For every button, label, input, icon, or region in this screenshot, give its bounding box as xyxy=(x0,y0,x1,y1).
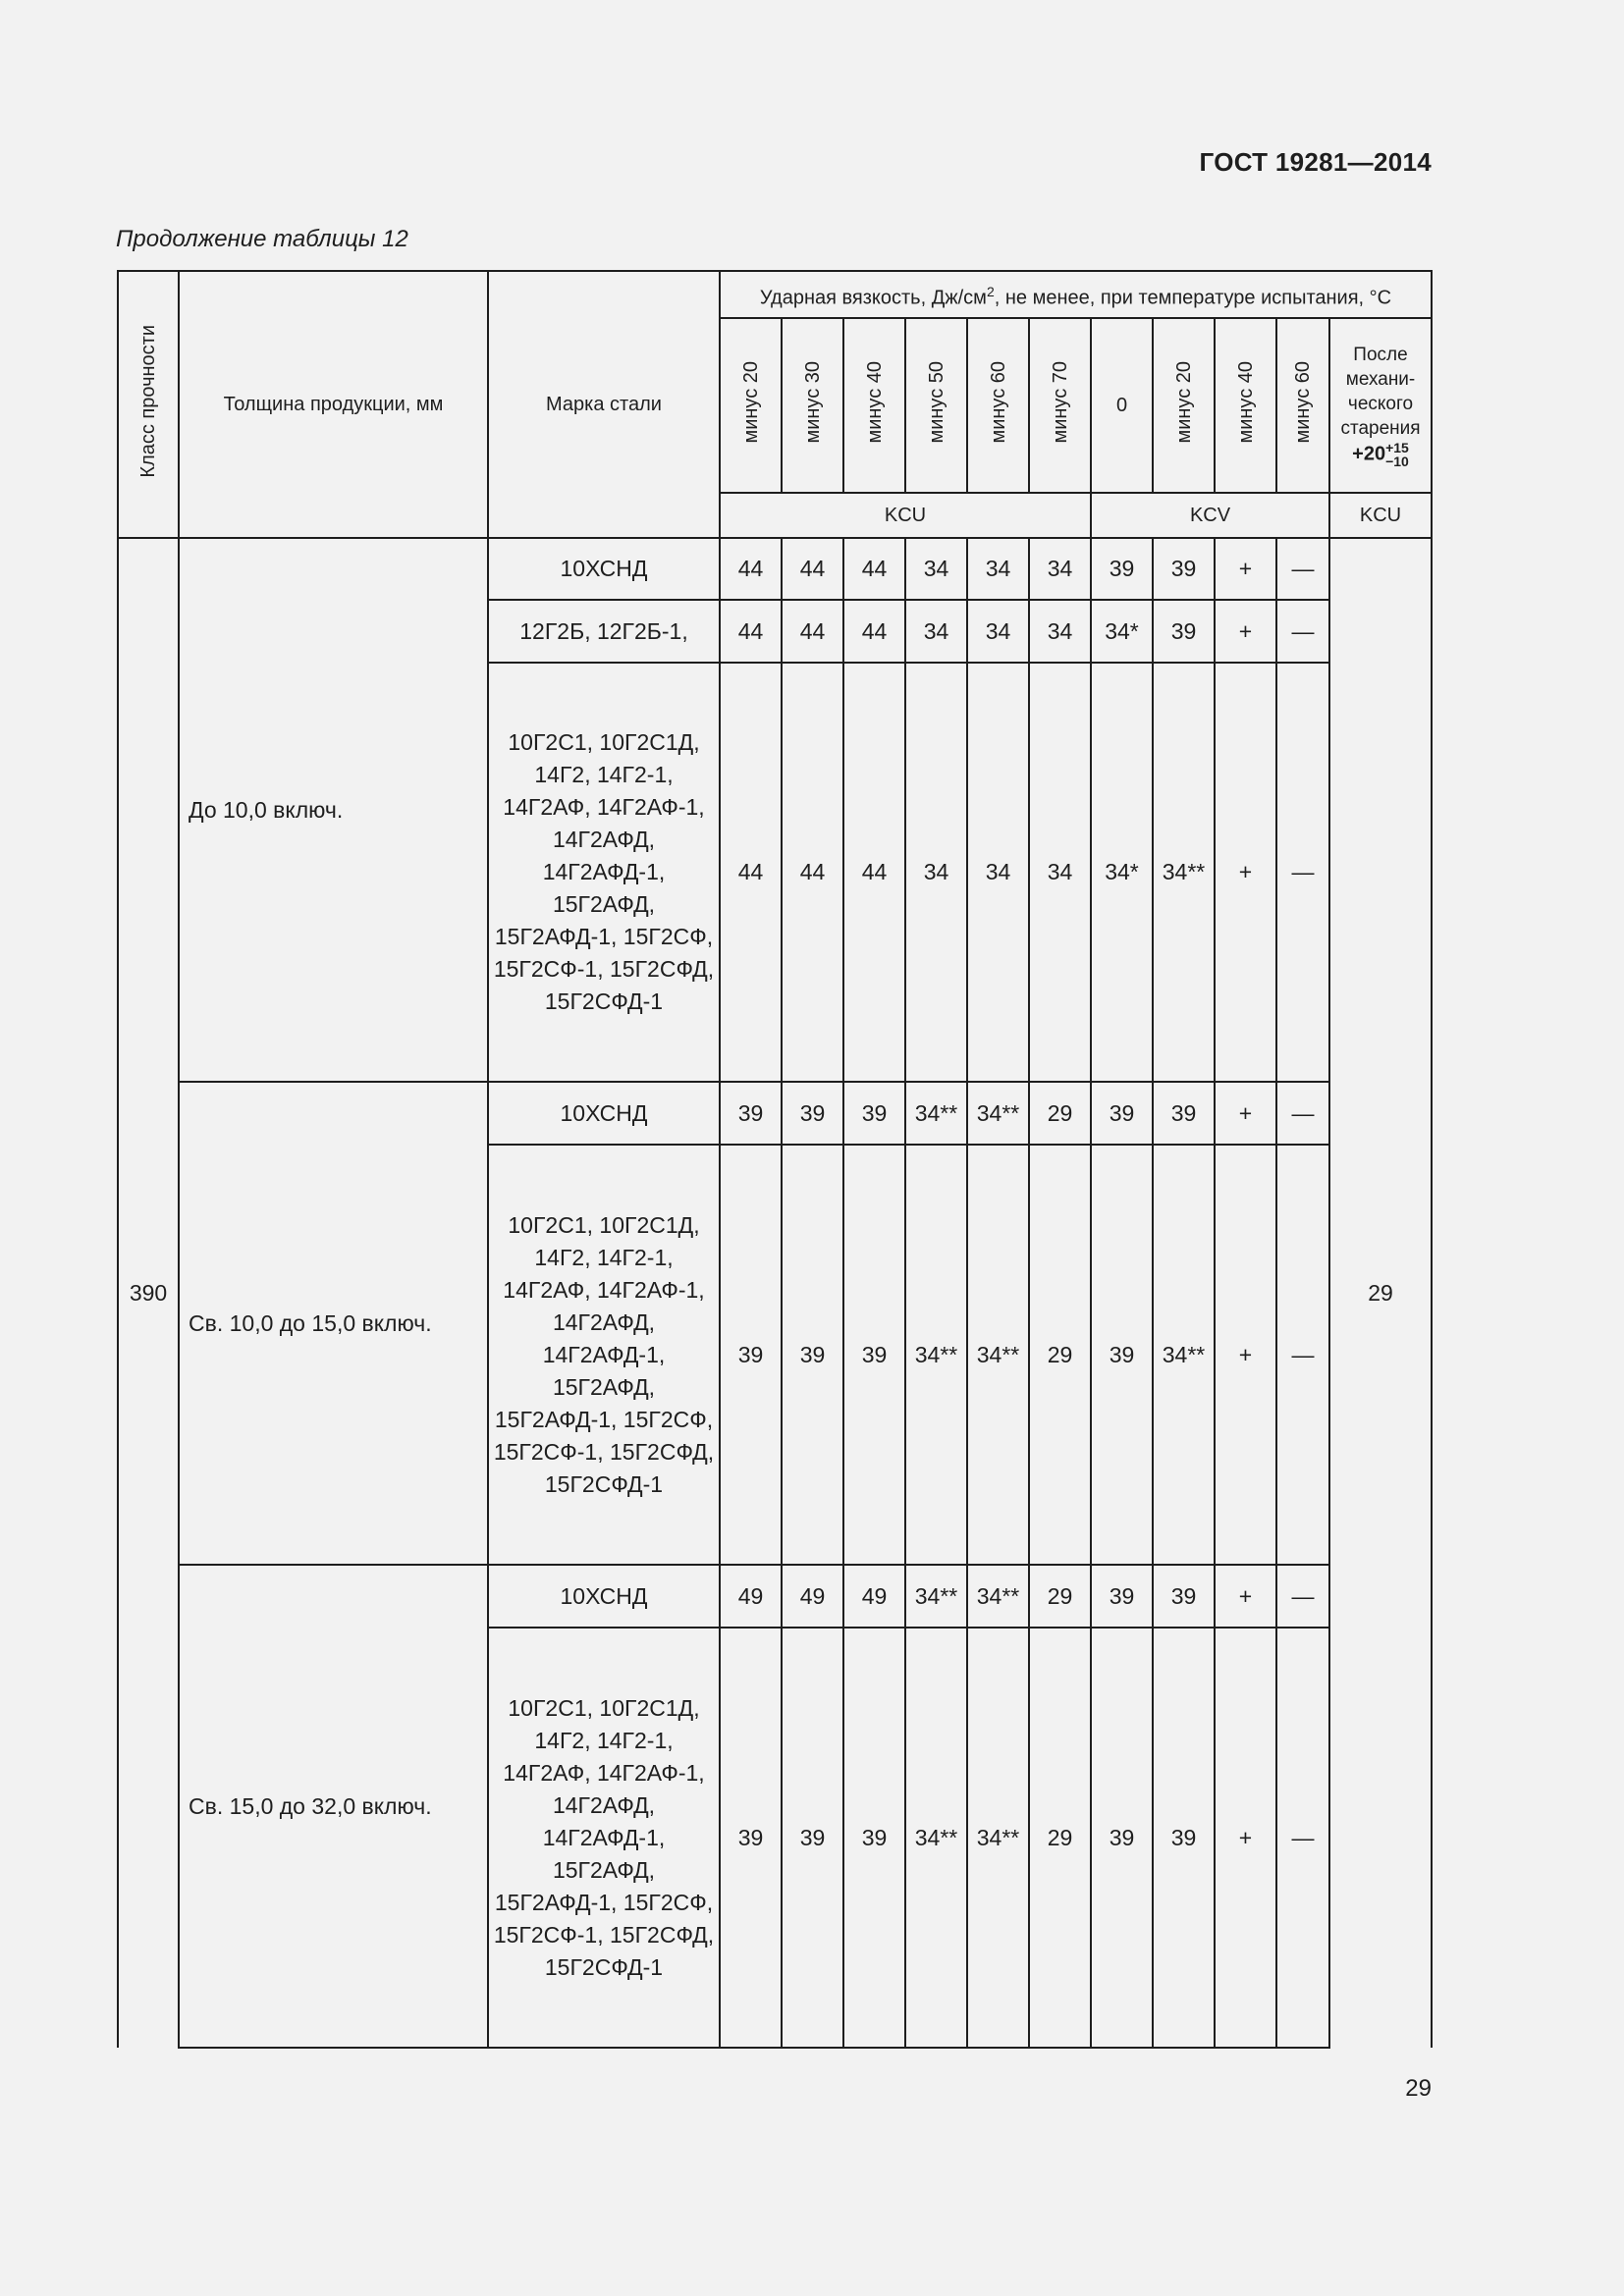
value-cell: 39 xyxy=(720,1145,782,1565)
header-impact-toughness: Ударная вязкость, $Дж/см^2$, не менее, при температуре испытания, °С xyxy=(720,271,1432,318)
header-kcv: KCV xyxy=(1091,493,1329,538)
value-cell: 34 xyxy=(967,663,1029,1082)
value-cell: 34 xyxy=(905,600,967,663)
value-cell: 39 xyxy=(1091,1565,1153,1628)
value-cell: 39 xyxy=(720,1628,782,2048)
value-cell: — xyxy=(1276,663,1329,1082)
value-cell: 39 xyxy=(720,1082,782,1145)
value-cell: 39 xyxy=(843,1082,905,1145)
value-cell: 44 xyxy=(843,600,905,663)
value-cell: 34** xyxy=(905,1082,967,1145)
page-number: 29 xyxy=(1405,2075,1432,2102)
header-aging-kcu: KCU xyxy=(1329,493,1432,538)
value-cell: 39 xyxy=(782,1145,843,1565)
value-cell: 44 xyxy=(782,600,843,663)
value-cell: 44 xyxy=(782,663,843,1082)
temp-header: минус 60 xyxy=(1276,318,1329,493)
temp-header: минус 20 xyxy=(720,318,782,493)
value-cell: 44 xyxy=(720,538,782,600)
thickness-cell: До 10,0 включ. xyxy=(179,538,488,1082)
value-cell: 39 xyxy=(1091,1628,1153,2048)
value-cell: 39 xyxy=(1091,538,1153,600)
value-cell: + xyxy=(1215,1628,1276,2048)
value-cell: 34** xyxy=(905,1145,967,1565)
value-cell: 49 xyxy=(843,1565,905,1628)
temp-header: минус 30 xyxy=(782,318,843,493)
temp-header: 0 xyxy=(1091,318,1153,493)
steel-grade: 12Г2Б, 12Г2Б-1, xyxy=(488,600,720,663)
value-cell: 39 xyxy=(782,1082,843,1145)
value-cell: 39 xyxy=(1091,1145,1153,1565)
value-cell: 34** xyxy=(905,1628,967,2048)
value-cell: — xyxy=(1276,1082,1329,1145)
value-cell: 39 xyxy=(1153,1628,1215,2048)
value-cell: 49 xyxy=(720,1565,782,1628)
value-cell: 49 xyxy=(782,1565,843,1628)
value-cell: 34 xyxy=(967,538,1029,600)
value-cell: 44 xyxy=(843,538,905,600)
value-cell: 34** xyxy=(967,1082,1029,1145)
header-thickness: Толщина продукции, мм xyxy=(179,271,488,538)
value-cell: 29 xyxy=(1029,1565,1091,1628)
temp-header: минус 20 xyxy=(1153,318,1215,493)
table-row xyxy=(118,1565,1432,1628)
value-cell: — xyxy=(1276,1565,1329,1628)
value-cell: 34** xyxy=(967,1145,1029,1565)
temp-header: минус 40 xyxy=(843,318,905,493)
temp-header: минус 50 xyxy=(905,318,967,493)
value-cell: 39 xyxy=(782,1628,843,2048)
value-cell: 34** xyxy=(905,1565,967,1628)
value-cell: 44 xyxy=(843,663,905,1082)
thickness-cell: Св. 15,0 до 32,0 включ. xyxy=(179,1565,488,2048)
value-cell: 39 xyxy=(1091,1082,1153,1145)
standard-code: ГОСТ 19281—2014 xyxy=(1199,147,1432,177)
temp-header: минус 60 xyxy=(967,318,1029,493)
strength-class-value: 390 xyxy=(118,538,179,2048)
value-cell: — xyxy=(1276,538,1329,600)
impact-toughness-table xyxy=(117,270,1433,2049)
value-cell: — xyxy=(1276,600,1329,663)
value-cell: 34 xyxy=(967,600,1029,663)
value-cell: — xyxy=(1276,1628,1329,2048)
value-cell: + xyxy=(1215,1082,1276,1145)
value-cell: + xyxy=(1215,1145,1276,1565)
value-cell: + xyxy=(1215,538,1276,600)
value-cell: 39 xyxy=(1153,600,1215,663)
value-cell: 34 xyxy=(1029,538,1091,600)
value-cell: 34* xyxy=(1091,663,1153,1082)
steel-grade: 10ХСНД xyxy=(488,1565,720,1628)
steel-grade: 10Г2С1, 10Г2С1Д, 14Г2, 14Г2-1, 14Г2АФ, 14Г2АФ-1, 14Г2АФД, 14Г2АФД-1, 15Г2АФД, 15Г2АФД-1, 15Г2СФ, 15Г2СФ-1, 15Г2СФД, 15Г2СФД-1 xyxy=(488,1628,720,2048)
value-cell: + xyxy=(1215,600,1276,663)
value-cell: + xyxy=(1215,1565,1276,1628)
steel-grade: 10ХСНД xyxy=(488,1082,720,1145)
thickness-cell: Св. 10,0 до 15,0 включ. xyxy=(179,1082,488,1565)
value-cell: 29 xyxy=(1029,1145,1091,1565)
value-cell: 39 xyxy=(1153,1565,1215,1628)
value-cell: 39 xyxy=(843,1628,905,2048)
header-kcu: KCU xyxy=(720,493,1091,538)
value-cell: 34 xyxy=(1029,600,1091,663)
value-cell: 34* xyxy=(1091,600,1153,663)
value-cell: 34** xyxy=(967,1628,1029,2048)
value-cell: 34** xyxy=(1153,663,1215,1082)
value-cell: 29 xyxy=(1029,1628,1091,2048)
value-cell: 44 xyxy=(782,538,843,600)
value-cell: 44 xyxy=(720,600,782,663)
value-cell: 39 xyxy=(1153,538,1215,600)
value-cell: 39 xyxy=(843,1145,905,1565)
value-cell: 34 xyxy=(905,663,967,1082)
table-row xyxy=(118,538,1432,600)
value-cell: 34 xyxy=(1029,663,1091,1082)
steel-grade: 10Г2С1, 10Г2С1Д, 14Г2, 14Г2-1, 14Г2АФ, 14Г2АФ-1, 14Г2АФД, 14Г2АФД-1, 15Г2АФД, 15Г2АФД-1, 15Г2СФ, 15Г2СФ-1, 15Г2СФД, 15Г2СФД-1 xyxy=(488,663,720,1082)
value-cell: 29 xyxy=(1029,1082,1091,1145)
value-cell: + xyxy=(1215,663,1276,1082)
value-cell: 34** xyxy=(1153,1145,1215,1565)
table-caption: Продолжение таблицы 12 xyxy=(116,226,408,252)
header-strength-class: Класс прочности xyxy=(118,271,179,538)
value-cell: 39 xyxy=(1153,1082,1215,1145)
table-row xyxy=(118,1082,1432,1145)
value-cell: — xyxy=(1276,1145,1329,1565)
steel-grade: 10Г2С1, 10Г2С1Д, 14Г2, 14Г2-1, 14Г2АФ, 14Г2АФ-1, 14Г2АФД, 14Г2АФД-1, 15Г2АФД, 15Г2АФД-1, 15Г2СФ, 15Г2СФ-1, 15Г2СФД, 15Г2СФД-1 xyxy=(488,1145,720,1565)
steel-grade: 10ХСНД xyxy=(488,538,720,600)
aging-value: 29 xyxy=(1329,538,1432,2048)
temp-header: минус 40 xyxy=(1215,318,1276,493)
aging-label: После механи-ческого старения xyxy=(1340,345,1421,439)
header-aging xyxy=(1329,318,1432,493)
aging-temperature: +20+15 −10 xyxy=(1352,440,1409,469)
value-cell: 34** xyxy=(967,1565,1029,1628)
value-cell: 34 xyxy=(905,538,967,600)
value-cell: 44 xyxy=(720,663,782,1082)
header-steel-grade: Марка стали xyxy=(488,271,720,538)
temp-header: минус 70 xyxy=(1029,318,1091,493)
